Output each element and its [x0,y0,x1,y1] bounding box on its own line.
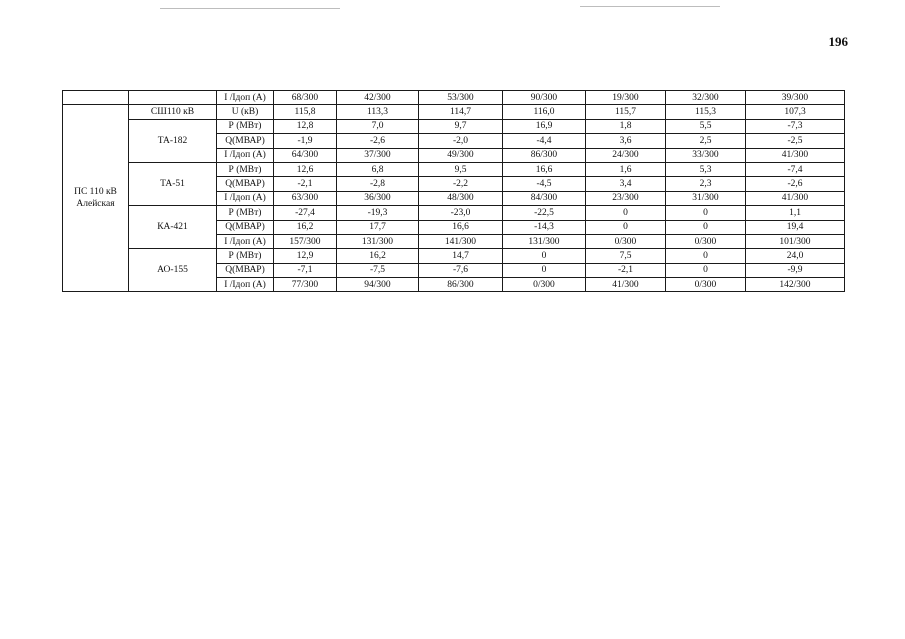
value-cell: 115,7 [586,105,666,119]
value-cell: 0 [503,263,586,277]
value-cell: 116,0 [503,105,586,119]
table-row [63,162,845,176]
station-name: ПС 110 кВ [74,187,117,198]
value-cell: 115,8 [274,105,337,119]
value-cell: 64/300 [274,148,337,162]
parameter-label: U (кВ) [217,105,274,119]
value-cell: 0/300 [666,234,746,248]
page-number: 196 [828,34,848,49]
value-cell: -7,3 [746,119,845,133]
parameter-label: Q(МВАР) [217,263,274,277]
feeder-name: СШ110 кВ [129,105,217,119]
table-row [63,119,845,133]
value-cell: -2,1 [586,263,666,277]
value-cell: 115,3 [666,105,746,119]
value-cell: 16,2 [337,249,419,263]
value-cell: 131/300 [337,234,419,248]
table-row [63,91,845,105]
parameter-label: I /Iдоп (А) [217,191,274,205]
value-cell: 41/300 [746,148,845,162]
table-row [63,249,845,263]
scan-artifact [580,6,720,7]
feeder-name: КА-421 [129,206,217,249]
parameter-label: I /Iдоп (А) [217,234,274,248]
value-cell: 2,3 [666,177,746,191]
value-cell: -19,3 [337,206,419,220]
value-cell: 32/300 [666,91,746,105]
value-cell: 39/300 [746,91,845,105]
value-cell: -7,6 [419,263,503,277]
parameter-label: Р (МВт) [217,206,274,220]
value-cell: 0 [586,220,666,234]
value-cell: 1,8 [586,119,666,133]
value-cell: -4,5 [503,177,586,191]
value-cell: 107,3 [746,105,845,119]
value-cell: 6,8 [337,162,419,176]
value-cell: -7,1 [274,263,337,277]
value-cell: 0 [503,249,586,263]
table-row [63,105,845,119]
value-cell: 0/300 [503,278,586,292]
value-cell: 33/300 [666,148,746,162]
value-cell: 53/300 [419,91,503,105]
value-cell: -7,5 [337,263,419,277]
value-cell: 63/300 [274,191,337,205]
value-cell: 101/300 [746,234,845,248]
value-cell: 77/300 [274,278,337,292]
value-cell: 0/300 [666,278,746,292]
value-cell: 3,6 [586,134,666,148]
value-cell: 9,5 [419,162,503,176]
parameter-label: Р (МВт) [217,119,274,133]
value-cell: -23,0 [419,206,503,220]
value-cell: 5,3 [666,162,746,176]
value-cell: 86/300 [503,148,586,162]
scan-artifact [160,8,340,9]
value-cell: 2,5 [666,134,746,148]
value-cell: 36/300 [337,191,419,205]
value-cell: 19/300 [586,91,666,105]
value-cell: 114,7 [419,105,503,119]
value-cell: 41/300 [586,278,666,292]
value-cell: -14,3 [503,220,586,234]
value-cell: 31/300 [666,191,746,205]
value-cell: 19,4 [746,220,845,234]
value-cell: 37/300 [337,148,419,162]
value-cell: 14,7 [419,249,503,263]
value-cell: -2,1 [274,177,337,191]
value-cell: 94/300 [337,278,419,292]
parameter-label: Р (МВт) [217,249,274,263]
value-cell: 16,9 [503,119,586,133]
value-cell: 0 [666,249,746,263]
value-cell: 68/300 [274,91,337,105]
empty-cell [129,91,217,105]
parameter-label: Q(МВАР) [217,220,274,234]
feeder-name: ТА-182 [129,119,217,162]
empty-cell [63,91,129,105]
value-cell: 23/300 [586,191,666,205]
parameter-label: I /Iдоп (А) [217,148,274,162]
table-row [63,206,845,220]
value-cell: 16,6 [419,220,503,234]
value-cell: 49/300 [419,148,503,162]
value-cell: 90/300 [503,91,586,105]
value-cell: 16,2 [274,220,337,234]
value-cell: -1,9 [274,134,337,148]
value-cell: 1,6 [586,162,666,176]
feeder-name: ТА-51 [129,162,217,205]
feeder-name: АО-155 [129,249,217,292]
value-cell: 3,4 [586,177,666,191]
value-cell: -2,8 [337,177,419,191]
value-cell: -7,4 [746,162,845,176]
value-cell: -27,4 [274,206,337,220]
value-cell: -9,9 [746,263,845,277]
power-flow-table [62,90,845,292]
station-location: Алейская [76,199,115,210]
parameter-label: I /Iдоп (А) [217,91,274,105]
value-cell: 48/300 [419,191,503,205]
value-cell: 0 [586,206,666,220]
value-cell: -2,6 [337,134,419,148]
value-cell: 86/300 [419,278,503,292]
value-cell: 0 [666,263,746,277]
value-cell: 24,0 [746,249,845,263]
value-cell: 84/300 [503,191,586,205]
value-cell: 12,9 [274,249,337,263]
value-cell: 12,8 [274,119,337,133]
parameter-label: Q(МВАР) [217,177,274,191]
value-cell: 9,7 [419,119,503,133]
value-cell: 17,7 [337,220,419,234]
value-cell: -22,5 [503,206,586,220]
value-cell: 131/300 [503,234,586,248]
value-cell: 0 [666,206,746,220]
station-cell [63,105,129,292]
value-cell: 7,0 [337,119,419,133]
value-cell: 113,3 [337,105,419,119]
value-cell: 42/300 [337,91,419,105]
value-cell: -4,4 [503,134,586,148]
value-cell: 12,6 [274,162,337,176]
value-cell: 41/300 [746,191,845,205]
value-cell: 0 [666,220,746,234]
value-cell: 5,5 [666,119,746,133]
parameter-label: Р (МВт) [217,162,274,176]
value-cell: -2,2 [419,177,503,191]
value-cell: 1,1 [746,206,845,220]
parameter-label: I /Iдоп (А) [217,278,274,292]
value-cell: -2,6 [746,177,845,191]
value-cell: 157/300 [274,234,337,248]
value-cell: 141/300 [419,234,503,248]
value-cell: 24/300 [586,148,666,162]
value-cell: 16,6 [503,162,586,176]
parameter-label: Q(МВАР) [217,134,274,148]
value-cell: -2,5 [746,134,845,148]
value-cell: 0/300 [586,234,666,248]
value-cell: -2,0 [419,134,503,148]
value-cell: 7,5 [586,249,666,263]
value-cell: 142/300 [746,278,845,292]
